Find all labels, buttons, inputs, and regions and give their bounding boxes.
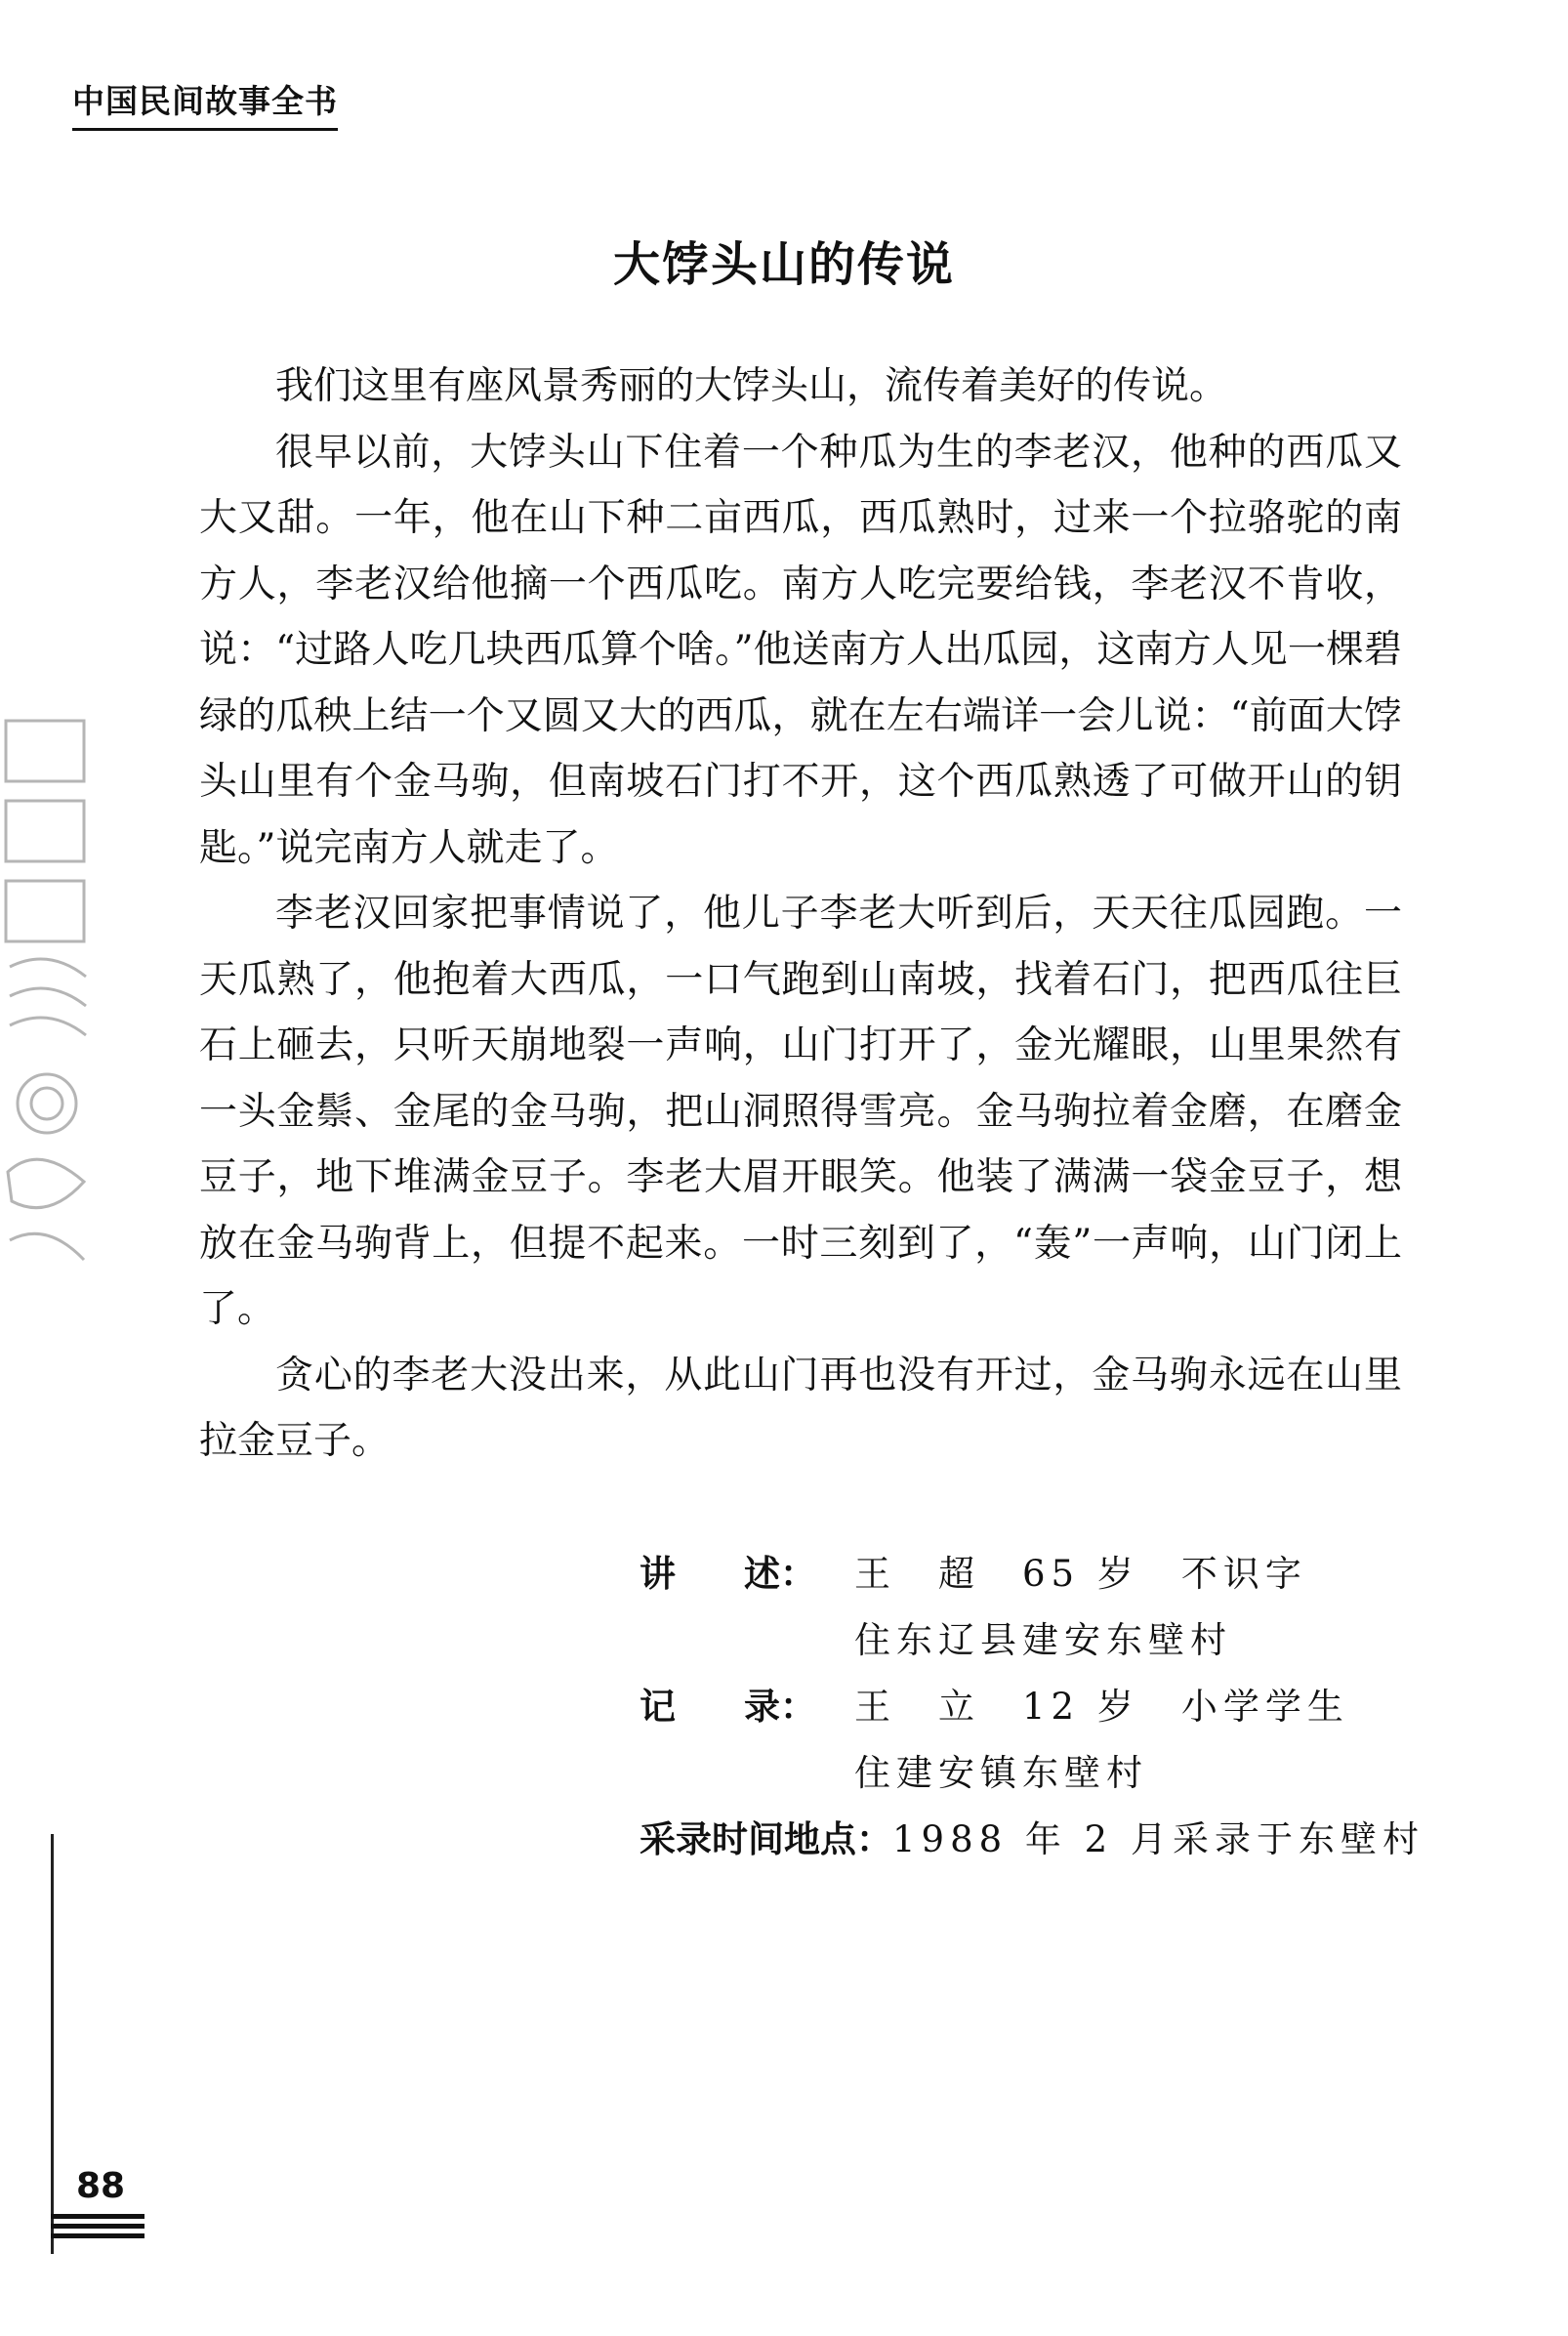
- recorder-address: 住建安镇东壁村: [854, 1752, 1148, 1794]
- page-number: 88: [76, 2166, 126, 2206]
- page-number-rule: [51, 2224, 144, 2229]
- story-title: 大饽头山的传说: [612, 237, 955, 292]
- narrator-label-tail: 述：: [744, 1553, 816, 1595]
- recorder-row: [640, 1674, 1421, 1740]
- narrator-row: [640, 1541, 1421, 1607]
- recorder-value: 王 立 12 岁 小学学生: [854, 1686, 1349, 1728]
- time-place-label: 采录时间地点：: [640, 1818, 892, 1860]
- story-paragraph: 很早以前，大饽头山下住着一个种瓜为生的李老汉，他种的西瓜又大又甜。一年，他在山下种二亩西瓜，西瓜熟时，过来一个拉骆驼的南方人，李老汉给他摘一个西瓜吃。南方人吃完要给钱，李老汉不肯收，说：“过路人吃几块西瓜算个啥。”他送南方人出瓜园，这南方人见一棵碧绿的瓜秧上结一个又圆又大的西瓜，就在左右端详一会儿说：“前面大饽头山里有个金马驹，但南坡石门打不开，这个西瓜熟透了可做开山的钥匙。”说完南方人就走了。: [199, 430, 1402, 870]
- recorder-label-tail: 录：: [744, 1686, 816, 1728]
- page-number-rule: [51, 2233, 144, 2238]
- time-place-value: 1988 年 2 月采录于东壁村: [892, 1818, 1424, 1860]
- book-title-header: 中国民间故事全书: [72, 76, 338, 131]
- page-number-rule: [51, 2214, 144, 2219]
- recorder-label: 记: [640, 1686, 676, 1728]
- story-paragraph: 李老汉回家把事情说了，他儿子李老大听到后，天天往瓜园跑。一天瓜熟了，他抱着大西瓜，一口气跑到山南坡，找着石门，把西瓜往巨石上砸去，只听天崩地裂一声响，山门打开了，金光耀眼，山里果然有一头金鬃、金尾的金马驹，把山洞照得雪亮。金马驹拉着金磨，在磨金豆子，地下堆满金豆子。李老大眉开眼笑。他装了满满一袋金豆子，想放在金马驹背上，但提不起来。一时三刻到了，“轰”一声响，山门闭上了。: [199, 892, 1402, 1331]
- margin-rule: [51, 1834, 54, 2254]
- credits-block: [640, 1541, 1424, 1873]
- story-paragraph: 贪心的李老大没出来，从此山门再也没有开过，金马驹永远在山里拉金豆子。: [199, 1353, 1402, 1463]
- narrator-label: 讲: [640, 1553, 676, 1595]
- narrator-value: 王 超 65 岁 不识字: [854, 1553, 1307, 1595]
- side-watermark-logo: [0, 713, 93, 1279]
- narrator-address: 住东辽县建安东壁村: [854, 1619, 1232, 1661]
- story-paragraph: 我们这里有座风景秀丽的大饽头山，流传着美好的传说。: [275, 364, 1228, 408]
- time-place-row: [640, 1807, 1424, 1873]
- story-body: [199, 354, 1402, 1475]
